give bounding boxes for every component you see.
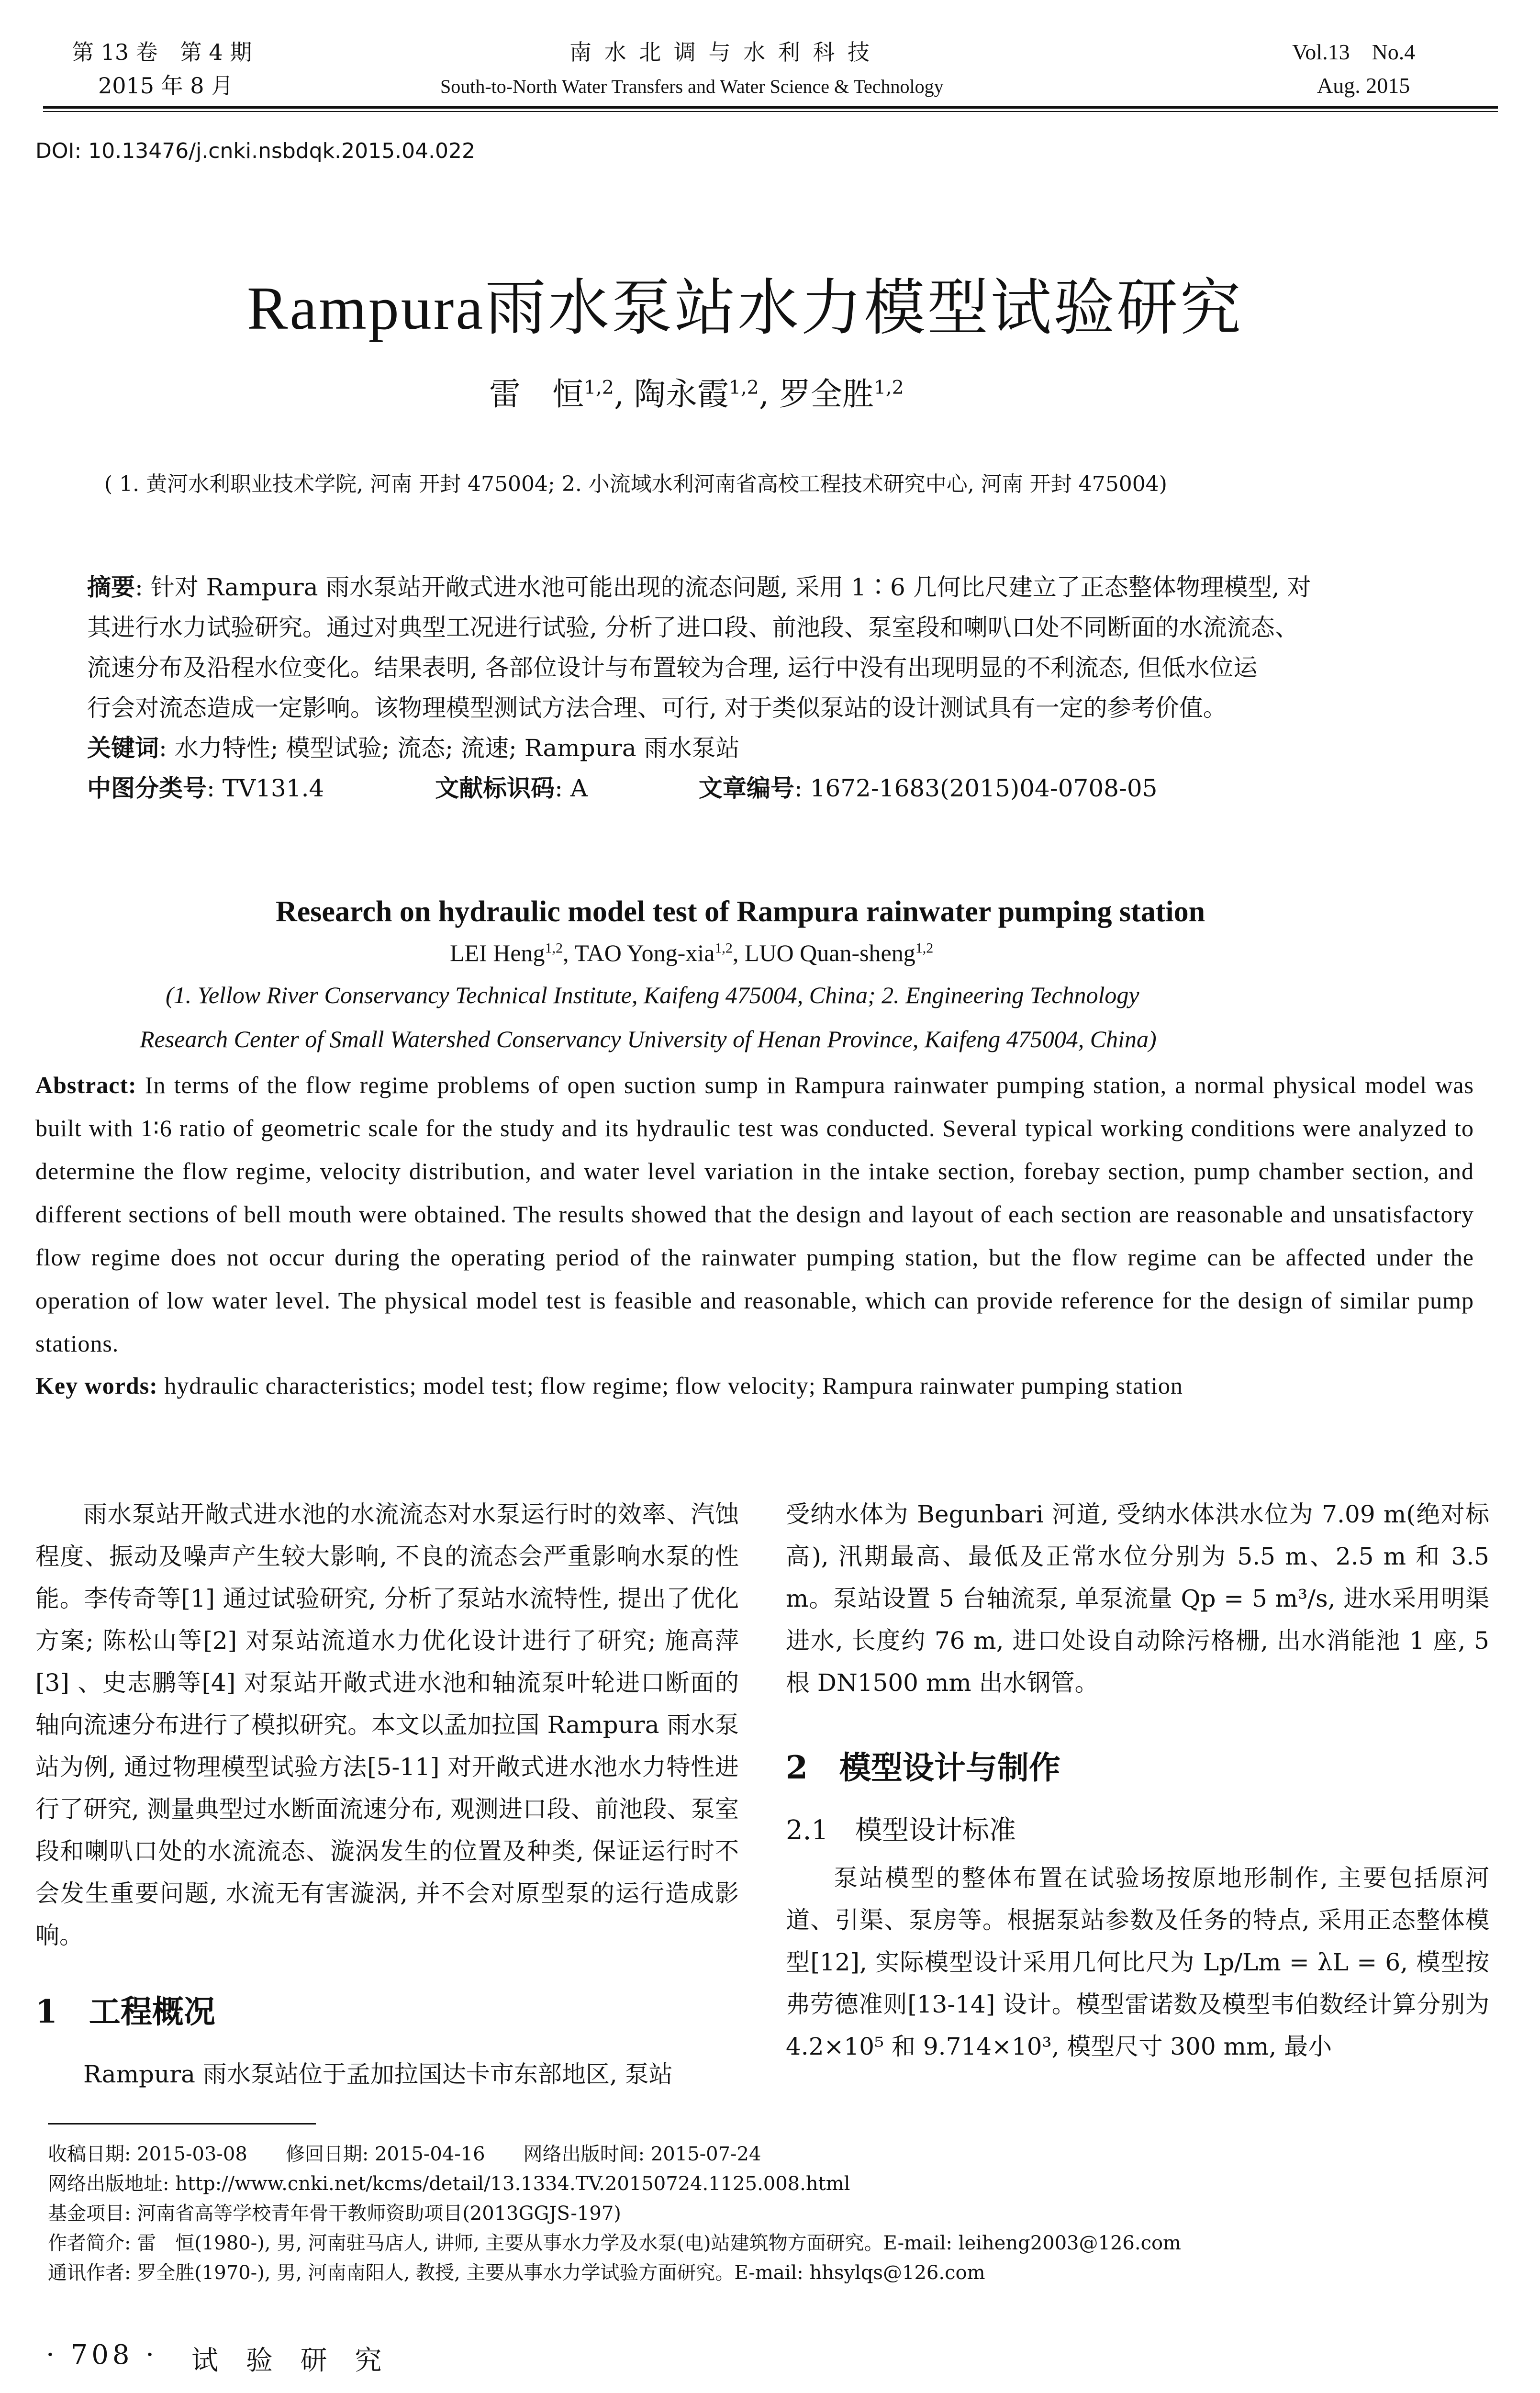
english-affiliation-1: (1. Yellow River Conservancy Technical Institute, Kaifeng 475004, China; 2. Engineering Technology: [166, 982, 1139, 1008]
document-code: : A: [555, 774, 588, 802]
footnote-rule: [48, 2123, 316, 2125]
date-en: Aug. 2015: [1317, 73, 1410, 98]
english-author-1-affil: 1,2: [545, 940, 563, 956]
article-number-label: 文章编号: [698, 774, 794, 802]
author-2-affil: 1,2: [728, 377, 759, 399]
footnote-online-url: 网络出版地址: http://www.cnki.net/kcms/detail/13.1334.TV.20150724.1125.008.html: [48, 2173, 850, 2195]
footnote-corresponding-author: 通讯作者: 罗全胜(1970-), 男, 河南南阳人, 教授, 主要从事水力学试验方面研究。E-mail: hhsylqs@126.com: [48, 2262, 985, 2284]
affiliation: ( 1. 黄河水利职业技术学院, 河南 开封 475004; 2. 小流域水利河南省高校工程技术研究中心, 河南 开封 475004): [104, 472, 1167, 496]
abstract-cn-line-4: 行会对流态造成一定影响。该物理模型测试方法合理、可行, 对于类似泵站的设计测试具有一定的参考价值。: [87, 694, 1227, 722]
english-author-2-affil: 1,2: [714, 940, 733, 956]
english-author-3: , LUO Quan-sheng: [732, 939, 915, 966]
doi: DOI: 10.13476/j.cnki.nsbdqk.2015.04.022: [35, 139, 476, 163]
intro-paragraph: 雨水泵站开敞式进水池的水流流态对水泵运行时的效率、汽蚀程度、振动及噪声产生较大影响, 不良的流态会严重影响水泵的性能。李传奇等[1] 通过试验研究, 分析了泵站水流特性, 提出了优化方案; 陈松山等[2] 对泵站流道水力优化设计进行了研究; 施高萍[3] 、史志鹏等[4] 对泵站开敞式进水池和轴流泵叶轮进口断面的轴向流速分布进行了模拟研究。本文以孟加拉国 Rampura 雨水泵站为例, 通过物理模型试验方法[5-11] 对开敞式进水池水力特性进行了研究, 测量典型过水断面流速分布, 观测进口段、前池段、泵室段和喇叭口处的水流流态、漩涡发生的位置及种类, 保证运行时不会发生重要问题, 水流无有害漩涡, 并不会对原型泵的运行造成影响。: [35, 1500, 739, 1949]
page-number: · 708 ·: [46, 2339, 158, 2371]
section-2-1-text: 泵站模型的整体布置在试验场按原地形制作, 主要包括原河道、引渠、泵房等。根据泵站参数及任务的特点, 采用正态整体模型[12], 实际模型设计采用几何比尺为 Lp/Lm = λL = 6, 模型按弗劳德准则[13-14] 设计。模型雷诺数及模型韦伯数经计算分别为 4.2×10⁵ 和 9.714×10³, 模型尺寸 300 mm, 最小: [786, 1864, 1489, 2060]
english-keywords-text: hydraulic characteristics; model test; flow regime; flow velocity; Rampura rainwater pumping station: [164, 1372, 1183, 1399]
authors: [489, 369, 904, 414]
header-rule-thin: [43, 111, 1498, 112]
volume-issue: 第 13 卷 第 4 期: [72, 39, 252, 65]
keywords-cn: : 水力特性; 模型试验; 流态; 流速; Rampura 雨水泵站: [159, 734, 740, 762]
abstract-cn-line-3: 流速分布及沿程水位变化。结果表明, 各部位设计与布置较为合理, 运行中没有出现明显的不利流态, 但低水位运: [87, 654, 1258, 682]
english-keywords: [35, 1364, 1474, 1407]
english-author-1: LEI Heng: [450, 939, 545, 966]
journal-name-cn: 南 水 北 调 与 水 利 科 技: [569, 39, 872, 65]
author-3-affil: 1,2: [873, 377, 904, 399]
english-author-3-affil: 1,2: [915, 940, 934, 956]
author-2: , 陶永霞: [614, 376, 729, 413]
abstract-cn: [87, 567, 1465, 808]
footnote-funding: 基金项目: 河南省高等学校青年骨干教师资助项目(2013GGJS-197): [48, 2203, 621, 2225]
author-1-affil: 1,2: [584, 377, 614, 399]
clc-label: 中图分类号: [87, 774, 207, 802]
volume-number-en: Vol.13 No.4: [1292, 40, 1416, 64]
abstract-cn-label: 摘要: [87, 573, 135, 601]
document-code-label: 文献标识码: [435, 774, 555, 802]
english-affiliation-2: Research Center of Small Watershed Conservancy University of Henan Province, Kaifeng 475004, China): [140, 1026, 1157, 1052]
abstract-cn-line-2: 其进行水力试验研究。通过对典型工况进行试验, 分析了进口段、前池段、泵室段和喇叭口处不同断面的水流流态、: [87, 614, 1299, 641]
footnote-author-bio: 作者简介: 雷 恒(1980-), 男, 河南驻马店人, 讲师, 主要从事水力学及水泵(电)站建筑物方面研究。E-mail: leiheng2003@126.com: [48, 2232, 1181, 2254]
paper-title: Rampura雨水泵站水力模型试验研究: [247, 274, 1243, 342]
author-3: , 罗全胜: [759, 376, 874, 413]
project-overview-text: 受纳水体为 Begunbari 河道, 受纳水体洪水位为 7.09 m(绝对标高), 汛期最高、最低及正常水位分别为 5.5 m、2.5 m 和 3.5 m。泵站设置 5 台轴流泵, 单泵流量 Qp = 5 m³/s, 进水采用明渠进水, 长度约 76 m, 进口处设自动除污格栅, 出水消能池 1 座, 5 根 DN1500 mm 出水钢管。: [786, 1500, 1489, 1697]
english-abstract-text: In terms of the flow regime problems of open suction sump in Rampura rainwater pumping station, a normal physical model was built with 1∶6 ratio of geometric scale for the study and its hydraulic test was conducted. Several typical working conditions were analyzed to determine the flow regime, velocity distribution, and water level variation in the intake section, forebay section, pump chamber section, and different sections of bell mouth were obtained. The results showed that the design and layout of each section are reasonable and unsatisfactory flow regime does not occur during the operating period of the rainwater pumping station, but the flow regime can be affected under the operation of low water level. The physical model test is feasible and reasonable, which can provide reference for the design of similar pump stations.: [35, 1072, 1474, 1357]
section-2-title: 2 模型设计与制作: [786, 1749, 1060, 1786]
english-title: Research on hydraulic model test of Rampura rainwater pumping station: [276, 895, 1205, 928]
english-keywords-label: Key words:: [35, 1372, 158, 1399]
section-1-title: 1 工程概况: [35, 1993, 215, 2030]
clc-number: : TV131.4: [207, 774, 324, 802]
journal-name-en: South-to-North Water Transfers and Water Science & Technology: [440, 76, 944, 97]
english-abstract: [35, 1063, 1474, 1365]
english-authors: [450, 939, 933, 967]
section-1-text: Rampura 雨水泵站位于孟加拉国达卡市东部地区, 泵站: [83, 2060, 673, 2088]
publication-date: 2015 年 8 月: [98, 73, 234, 99]
header-rule: [43, 106, 1498, 109]
keywords-cn-label: 关键词: [87, 734, 159, 762]
section-2-1-title: 2.1 模型设计标准: [786, 1815, 1016, 1846]
article-number: : 1672-1683(2015)04-0708-05: [794, 774, 1158, 802]
author-1: 雷 恒: [489, 376, 584, 413]
english-author-2: , TAO Yong-xia: [563, 939, 715, 966]
footnote-dates: 收稿日期: 2015-03-08 修回日期: 2015-04-16 网络出版时间: 2015-07-24: [48, 2143, 761, 2165]
english-abstract-label: Abstract:: [35, 1072, 137, 1098]
abstract-cn-line-1: : 针对 Rampura 雨水泵站开敞式进水池可能出现的流态问题, 采用 1∶6 几何比尺建立了正态整体物理模型, 对: [135, 573, 1311, 601]
section-name: 试 验 研 究: [191, 2345, 391, 2376]
